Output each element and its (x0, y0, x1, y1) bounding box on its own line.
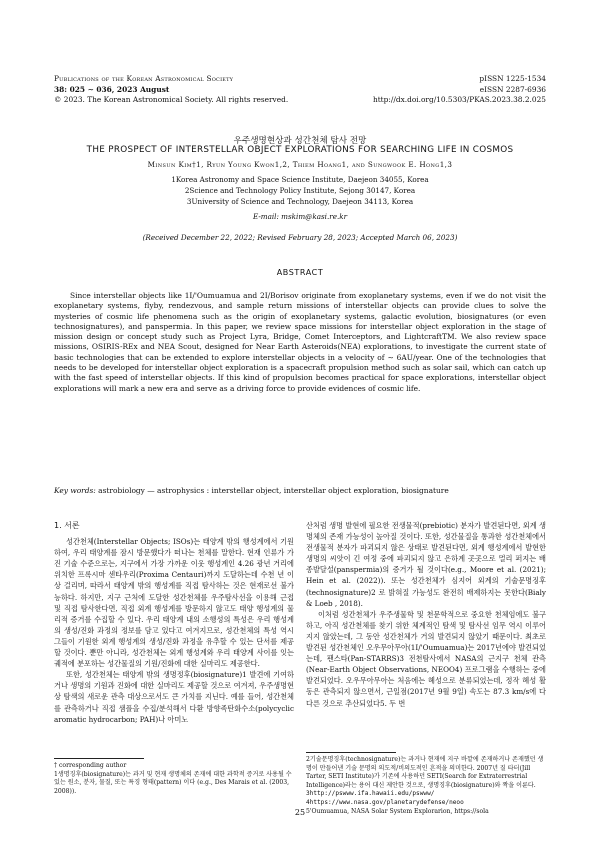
keywords (54, 486, 546, 496)
right-body (306, 520, 546, 742)
footnote-3[interactable]: 3http://pswww.ifa.hawaii.edu/pswww/ (306, 790, 435, 798)
received-dates: (Received December 22, 2022; Revised February 28, 2023; Accepted March 06, 2023) (142, 233, 458, 242)
body-paragraph: 산처럼 생명 발현에 필요한 전생물적(prebiotic) 분자가 발견된다면, 외계 생명체의 존재 가능성이 높아질 것이다. 또한, 성간물질을 통과한 성간천체에서 전생물적 분자가 파괴되지 않은 상태로 발견된다면, 외계 행성계에서 발현한 생명의 씨앗이 긴 여정 중에 파괴되지 않고 은하계 곳곳으로 멀리 퍼지는 배종발달설(panspermia)의 증거가 될 것이다(e.g., Moore et al. (2021); Hein et al. (2022)). 또는 성간천체가 심지어 외계의 기술문명징후(technosignature)2 로 밝혀질 가능성도 완전히 배제하지는 못한다(Bialy & Loeb , 2018). (306, 521, 546, 608)
body-paragraph: 또한, 성간천체는 태양계 밖의 생명정후(biosignature)1 발견에 기여하거나 생명의 기원과 진화에 대한 실마리도 제공할 것으로 여겨져, 우주생명현상 탐색의 새로운 관측 대상으로서도 큰 가치를 지닌다. 예를 들어, 성간천체를 관측하거나 직접 샘플을 수집/분석해서 다환 방향족탄화수소(polycyclic aromatic hydrocarbon; PAH)나 아미노 (54, 670, 294, 724)
left-body (54, 536, 294, 744)
keywords-text: astrobiology — astrophysics : interstellar object, interstellar object exploration, biosignature (95, 486, 449, 495)
footnote-2: 2기술문명징후(technosignature)는 과거나 현재에 지구 바깥에 존재하거나 존재했던 생명이 만들어낸 기술 문명의 의도적/비의도적인 흔적을 의미한다. 2007년 질 타터(Jill Tarter, SETI Institute)가 기존에 사용하던 SETI(Search for Extraterrestrial Intelligence)라는 용어 대신 제안한 것으로, 생명징후(biosignature)와 짝을 이룬다. (306, 756, 544, 789)
author-list: Minsun Kim†1, Ryun Young Kwon1,2, Thiem Hoang1, and Sungwook E. Hong1,3 (147, 160, 453, 169)
affiliation-2: 2Science and Technology Policy Institute, Sejong 30147, Korea (184, 186, 416, 195)
body-paragraph: 이처럼 성간천체가 우주생물학 및 천문학적으로 중요한 천체임에도 불구하고, 아직 성간천체를 찾기 위한 체계적인 탐색 및 탐사선 임무 역시 이루어지지 않았는데, 그 동안 성간천체가 거의 발견되지 않았기 때문이다. 최초로 발견된 성간천체인 오우무아무아(1I/'Oumuamua)는 2017년에야 발견되었는데, 팬스타(Pan-STARRS)3 전천탐사에서 NASA의 근지구 천체 관측(Near-Earth Object Observations, NEOO4) 프로그램을 수행하는 중에 발견되었다. 오우무아무아는 처음에는 혜성으로 분류되었는데, 정작 혜성 활동은 관측되지 않으면서, 근일점(2017년 9월 9일) 속도는 87.3 km/s에 다다른 것으로 추산되었다5. 두 번 (306, 609, 546, 708)
email[interactable]: E-mail: mskim@kasi.re.kr (252, 212, 348, 221)
copyright-line: © 2023. The Korean Astronomical Society. All rights reserved. (54, 95, 289, 104)
section-title: 1. 서론 (54, 521, 80, 530)
footnote-4[interactable]: 4https://www.nasa.gov/planetarydefense/neoo (306, 798, 464, 806)
affiliation-3: 3University of Science and Technology, Daejeon 34113, Korea (186, 197, 414, 206)
left-footnotes (54, 762, 294, 796)
doi-link[interactable]: http://dx.doi.org/10.5303/PKAS.2023.38.2.025 (372, 95, 546, 104)
abstract-text: Since interstellar objects like 1I/'Oumuamua and 2I/Borisov originate from exoplanetary systems, even if we do not visit the exoplanetary systems, flyby, rendezvous, and sample return missions of interstellar objects can provide clues to solve the mysteries of cosmic life phenomena such as the origin of exoplanetary systems, galactic evolution, biosignatures (or even technosignatures), and panspermia. In this paper, we review space missions for interstellar object exploration in the stage of mission design or concept study such as Project Lyra, Bridge, Comet Interceptors, and LightcraftTM. We also review space missions, OSIRIS-REx and NEA Scout, designed for Near Earth Asteroids(NEA) explorations, to investigate the current state of basic technologies that can be extended to explore interstellar objects in a velocity of ∼ 6AU/year. One of the technologies that needs to be developed for interstellar object exploration is a spacecraft propulsion method such as solar sail, which can catch up with the fast speed of interstellar objects. If this kind of propulsion becomes practical for space explorations, interstellar object explorations will mark a new era and serve as a driving force to provide evidences of cosmic life. (54, 291, 546, 393)
title-english: THE PROSPECT OF INTERSTELLAR OBJECT EXPLORATIONS FOR SEARCHING LIFE IN COSMOS (86, 145, 514, 155)
eissn: eISSN 2287-6936 (479, 84, 546, 94)
pissn: pISSN 1225-1534 (479, 74, 546, 83)
issn-header (373, 74, 546, 106)
footnote-5: 5'Oumuamua, NASA Solar System Explorarion, https://sola (306, 807, 489, 815)
left-column (54, 520, 294, 796)
page-number: 25 (294, 808, 306, 817)
affiliation-1: 1Korea Astronomy and Space Science Institute, Daejeon 34055, Korea (171, 175, 429, 184)
footnote-1: 1생명징후(biosignature)는 과거 및 현재 생명체의 존재에 대한 과학적 증거로 사용될 수 있는 원소, 분자, 물질, 또는 특징 형태(pattern) 이다 (e.g., Des Marais et al. (2003, 2008)). (54, 770, 292, 795)
journal-name: Publications of the Korean Astronomical Society (54, 74, 234, 83)
keywords-label: Key words: (54, 486, 96, 495)
abstract-heading: ABSTRACT (276, 268, 324, 277)
corresponding-note: † corresponding author (54, 762, 127, 770)
right-column (306, 520, 546, 816)
footnote-rule (54, 758, 144, 759)
affiliations (40, 174, 560, 207)
volume-line: 38: 025 ∼ 036, 2023 August (54, 84, 170, 94)
journal-header (54, 74, 288, 106)
footnote-rule (306, 752, 396, 753)
title-korean: 우주생명현상과 성간천체 탐사 전망 (233, 136, 367, 146)
body-paragraph: 성간천체(Interstellar Objects; ISOs)는 태양계 밖의 행성계에서 기원하여, 우리 태양계를 잠시 방문했다가 떠나는 천체를 말한다. 현재 인류가 가진 기술 수준으로는, 지구에서 가장 가까운 이웃 행성계인 4.26 광년 거리에 위치한 프록시마 센타우리(Proxima Centauri)까지 도달하는데 수천 년 이상 걸리며, 따라서 태양계 밖의 행성계를 직접 탐사하는 것은 현재로선 불가능하다. 하지만, 지구 근처에 도달한 성간천체를 우주탐사선을 이용해 근접 및 직접 탐사한다면, 직접 외계 행성계를 방문하지 않고도 태양 행성계의 물리적 증거를 수집할 수 있다. 우리 태양계 내의 소행성의 특성은 우리 행성계의 생성/진화 과정의 정보를 담고 있다고 여겨지므로, 성간천체의 특성 역시 그들이 기원한 외계 행성계의 생성/진화 과정을 유추할 수 있는 단서를 제공할 것이다. 뿐만 아니라, 성간천체는 외계 행성계와 우리 태양계 사이를 잇는 궤적에 분포하는 성간물질의 기원/진화에 대한 실마리도 제공한다. (54, 537, 294, 669)
